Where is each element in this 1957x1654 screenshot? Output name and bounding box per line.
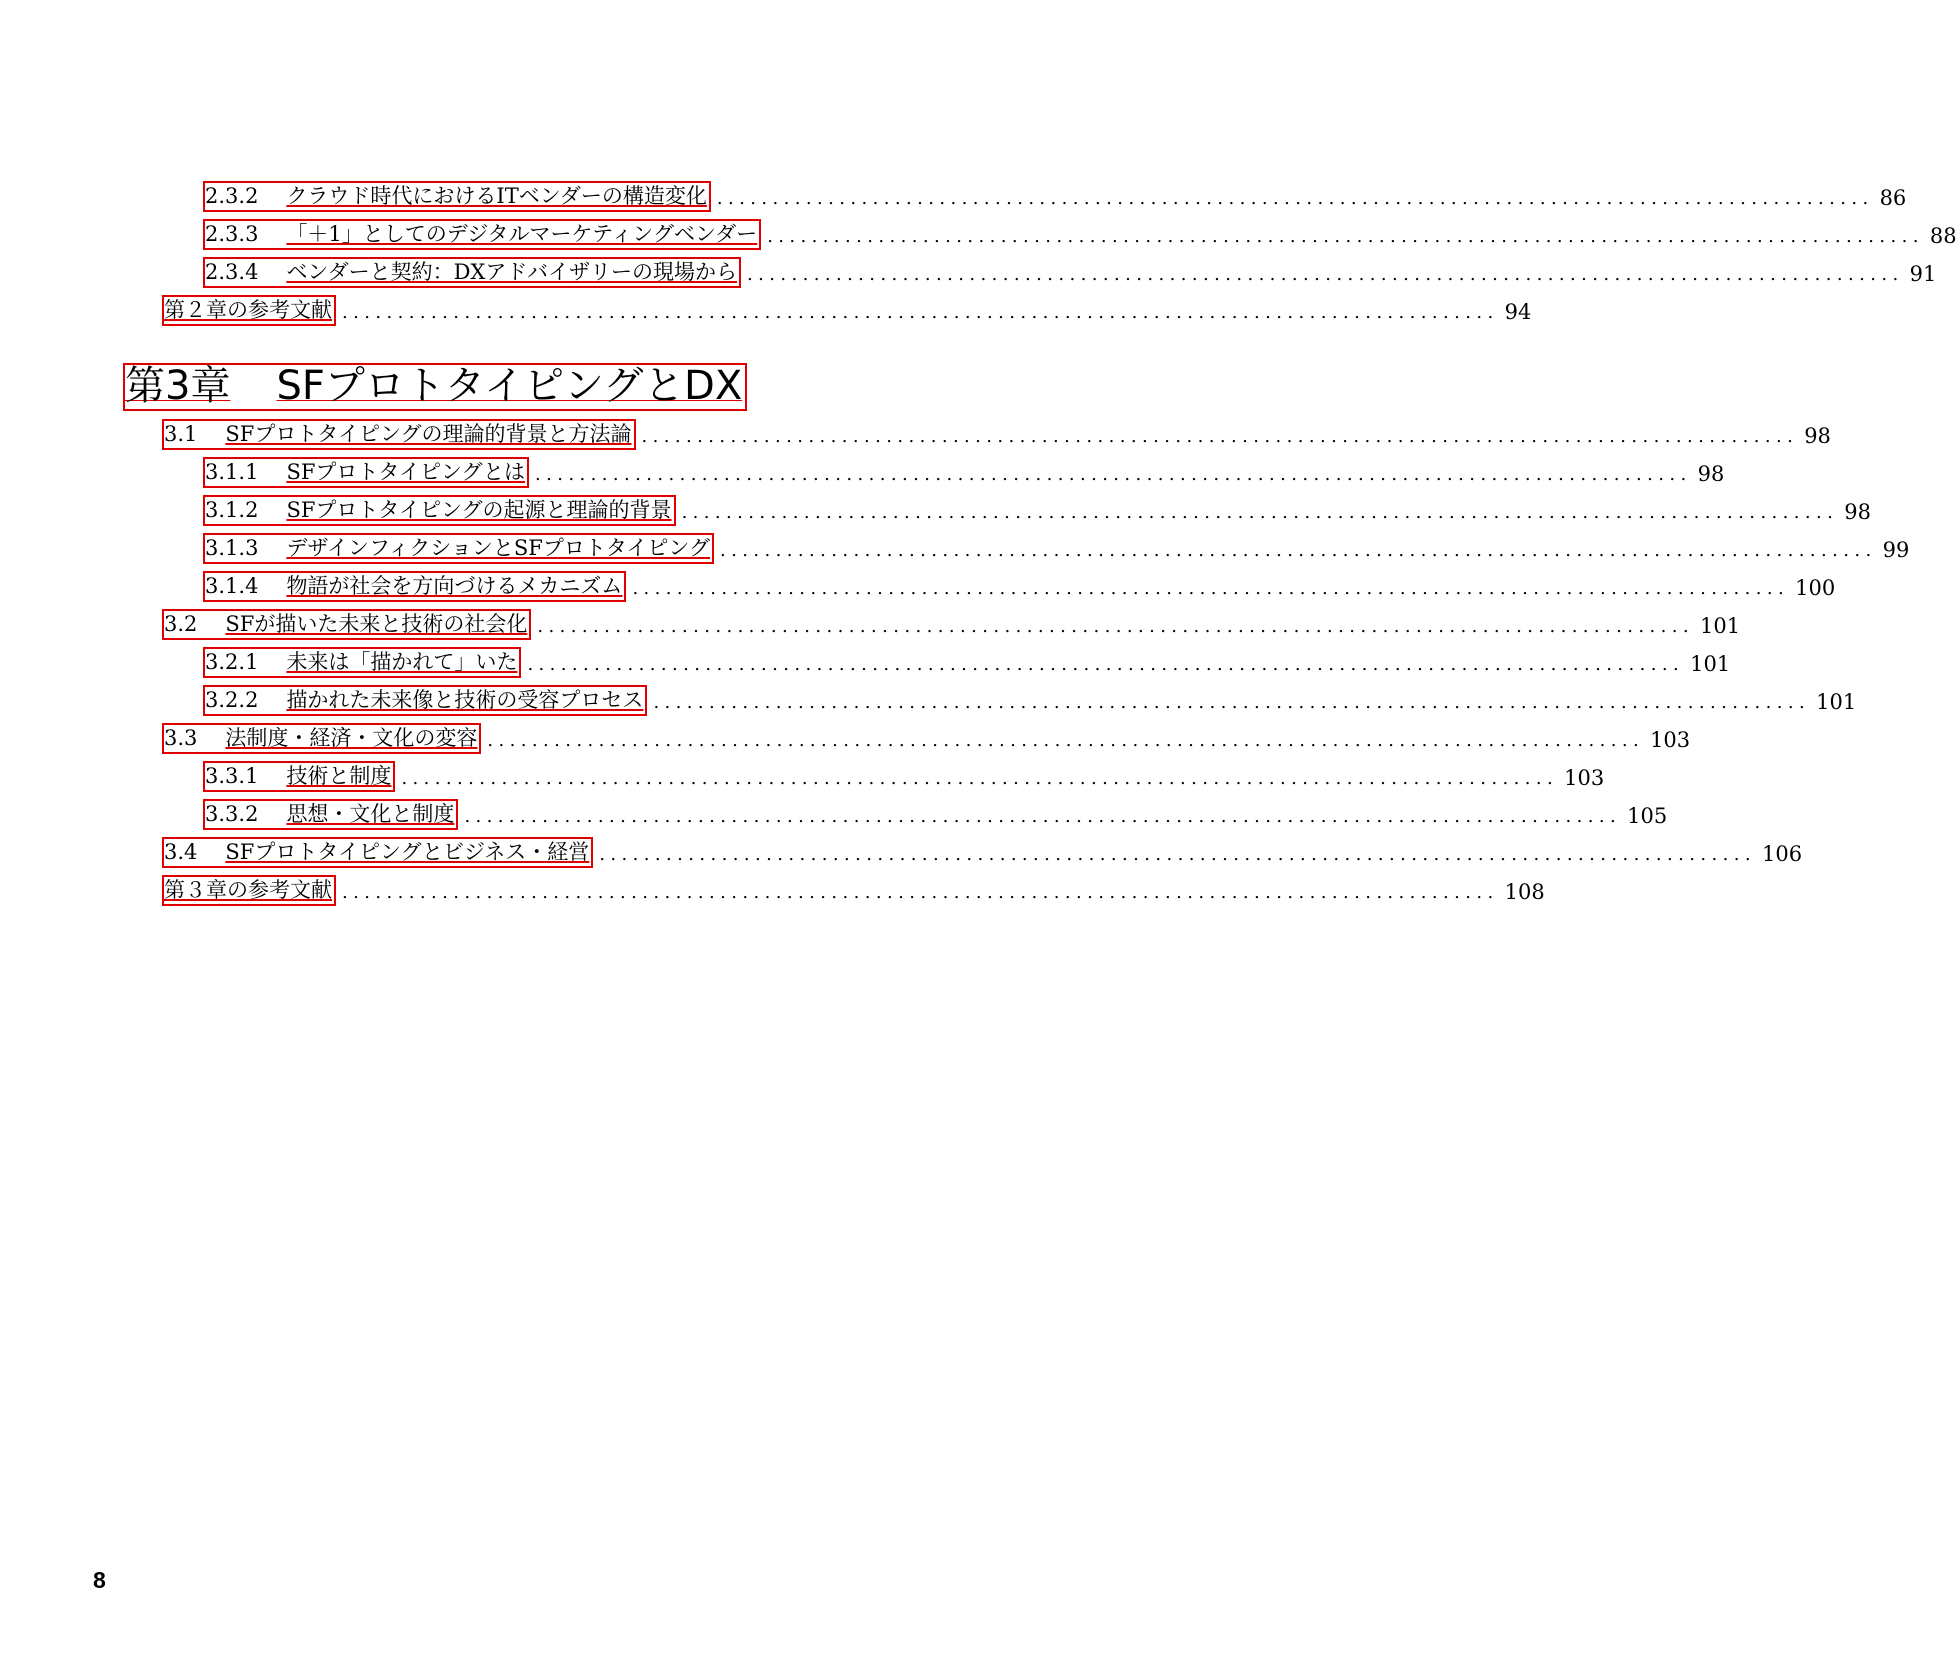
toc-entry-3-3-2 bbox=[203, 798, 1668, 830]
section-number: 3.2.1 bbox=[205, 649, 259, 674]
toc-link-3-1-4[interactable] bbox=[203, 571, 626, 602]
dot-leader: ........................................................................................................ bbox=[599, 844, 1756, 865]
toc-link-3-1-1[interactable] bbox=[203, 457, 529, 488]
section-number: 3.4 bbox=[164, 839, 198, 864]
toc-link-3-3-2[interactable] bbox=[203, 799, 458, 830]
toc-link-3-1-3[interactable] bbox=[203, 533, 714, 564]
page-number: 91 bbox=[1909, 262, 1937, 286]
page-number: 103 bbox=[1564, 766, 1605, 790]
toc-entry-3-1 bbox=[162, 418, 1831, 450]
page-number: 101 bbox=[1816, 690, 1857, 714]
toc-entry-3-1-3 bbox=[203, 532, 1910, 564]
section-number: 3.2.2 bbox=[205, 687, 259, 712]
section-number: 3.1.2 bbox=[205, 497, 259, 522]
chapter-number: 第3章 bbox=[125, 363, 231, 409]
section-number: 3.3.2 bbox=[205, 801, 259, 826]
section-number: 2.3.2 bbox=[205, 183, 259, 208]
toc-entry-2-3-2 bbox=[203, 180, 1907, 212]
dot-leader: ........................................................................................................ bbox=[534, 464, 1692, 485]
page-number: 105 bbox=[1627, 804, 1668, 828]
page-number: 101 bbox=[1700, 614, 1741, 638]
page-number: 98 bbox=[1844, 500, 1871, 524]
page-number: 94 bbox=[1504, 300, 1532, 324]
toc-link-3-2-2[interactable] bbox=[203, 685, 647, 716]
section-number: 3.3 bbox=[164, 725, 198, 750]
page-number: 108 bbox=[1504, 880, 1545, 904]
page-number: 88 bbox=[1929, 224, 1957, 248]
dot-leader: ........................................................................................................ bbox=[653, 692, 1811, 713]
section-title: 法制度・経済・文化の変容 bbox=[225, 725, 478, 750]
section-title: 「＋1」としてのデジタルマーケティングベンダー bbox=[286, 221, 758, 246]
toc-entry-3-3 bbox=[162, 722, 1691, 754]
page-number: 86 bbox=[1879, 186, 1907, 210]
toc-link-3-1[interactable] bbox=[162, 419, 636, 450]
toc-entry-ch2-references bbox=[162, 294, 1532, 326]
page-number: 103 bbox=[1650, 728, 1691, 752]
section-number: 3.1 bbox=[164, 421, 198, 446]
dot-leader: ........................................................................................................ bbox=[716, 188, 1874, 209]
toc-link-ch2-references[interactable] bbox=[162, 295, 336, 326]
dot-leader: ........................................................................................................ bbox=[719, 540, 1877, 561]
section-number: 3.1.4 bbox=[205, 573, 259, 598]
section-title: SFプロトタイピングとビジネス・経営 bbox=[225, 839, 590, 864]
section-title: SFが描いた未来と技術の社会化 bbox=[225, 611, 528, 636]
page-folio: 8 bbox=[93, 1567, 106, 1593]
page-number: 98 bbox=[1804, 424, 1831, 448]
section-title: 第３章の参考文献 bbox=[164, 877, 332, 902]
toc-entry-3-2-1 bbox=[203, 646, 1731, 678]
section-title: ベンダーと契約：DXアドバイザリーの現場から bbox=[286, 259, 737, 284]
toc-link-2-3-3[interactable] bbox=[203, 219, 761, 250]
toc-link-2-3-2[interactable] bbox=[203, 181, 711, 212]
toc-entry-3-2-2 bbox=[203, 684, 1857, 716]
section-title: デザインフィクションとSFプロトタイピング bbox=[286, 535, 710, 560]
toc-link-3-2[interactable] bbox=[162, 609, 531, 640]
section-number: 3.2 bbox=[164, 611, 198, 636]
toc-link-3-3-1[interactable] bbox=[203, 761, 395, 792]
chapter-heading[interactable] bbox=[123, 363, 747, 411]
chapter-title: SFプロトタイピングとDX bbox=[276, 363, 743, 409]
section-title: 物語が社会を方向づけるメカニズム bbox=[286, 573, 623, 598]
section-number: 3.1.1 bbox=[205, 459, 259, 484]
section-title: 技術と制度 bbox=[286, 763, 392, 788]
section-number: 2.3.3 bbox=[205, 221, 259, 246]
toc-entry-2-3-4 bbox=[203, 256, 1937, 288]
dot-leader: ........................................................................................................ bbox=[537, 616, 1695, 637]
toc-link-3-2-1[interactable] bbox=[203, 647, 521, 678]
dot-leader: ........................................................................................................ bbox=[342, 302, 1499, 323]
toc-entry-3-2 bbox=[162, 608, 1741, 640]
dot-leader: ........................................................................................................ bbox=[641, 426, 1799, 447]
section-number: 2.3.4 bbox=[205, 259, 259, 284]
toc-link-3-1-2[interactable] bbox=[203, 495, 676, 526]
section-title: SFプロトタイピングの理論的背景と方法論 bbox=[225, 421, 632, 446]
dot-leader: ........................................................................................................ bbox=[746, 264, 1904, 285]
section-number: 3.1.3 bbox=[205, 535, 259, 560]
section-number: 3.3.1 bbox=[205, 763, 259, 788]
dot-leader: ........................................................................................................ bbox=[342, 882, 1499, 903]
section-title: 未来は「描かれて」いた bbox=[286, 649, 518, 674]
dot-leader: ........................................................................................................ bbox=[487, 730, 1645, 751]
dot-leader: ........................................................................................................ bbox=[464, 806, 1622, 827]
toc-entry-3-1-4 bbox=[203, 570, 1836, 602]
section-title: 思想・文化と制度 bbox=[286, 801, 455, 826]
dot-leader: ........................................................................................................ bbox=[527, 654, 1685, 675]
toc-entry-3-1-1 bbox=[203, 456, 1725, 488]
toc-entry-3-3-1 bbox=[203, 760, 1605, 792]
section-title: 第２章の参考文献 bbox=[164, 297, 332, 322]
page-number: 98 bbox=[1697, 462, 1725, 486]
section-title: 描かれた未来像と技術の受容プロセス bbox=[286, 687, 644, 712]
toc-link-3-4[interactable] bbox=[162, 837, 593, 868]
section-title: SFプロトタイピングの起源と理論的背景 bbox=[286, 497, 672, 522]
toc-entry-2-3-3 bbox=[203, 218, 1957, 250]
dot-leader: ........................................................................................................ bbox=[767, 226, 1924, 247]
section-title: クラウド時代におけるITベンダーの構造変化 bbox=[286, 183, 707, 208]
toc-entry-ch3-references bbox=[162, 874, 1545, 906]
dot-leader: ........................................................................................................ bbox=[401, 768, 1559, 789]
toc-entry-3-4 bbox=[162, 836, 1803, 868]
toc-link-ch3-references[interactable] bbox=[162, 875, 336, 906]
dot-leader: ........................................................................................................ bbox=[681, 502, 1839, 523]
toc-entry-3-1-2 bbox=[203, 494, 1871, 526]
page-number: 99 bbox=[1882, 538, 1910, 562]
toc-link-2-3-4[interactable] bbox=[203, 257, 741, 288]
page-number: 106 bbox=[1761, 842, 1803, 866]
page-number: 101 bbox=[1690, 652, 1731, 676]
dot-leader: ........................................................................................................ bbox=[632, 578, 1790, 599]
page-number: 100 bbox=[1795, 576, 1836, 600]
section-title: SFプロトタイピングとは bbox=[286, 459, 525, 484]
toc-link-3-3[interactable] bbox=[162, 723, 481, 754]
